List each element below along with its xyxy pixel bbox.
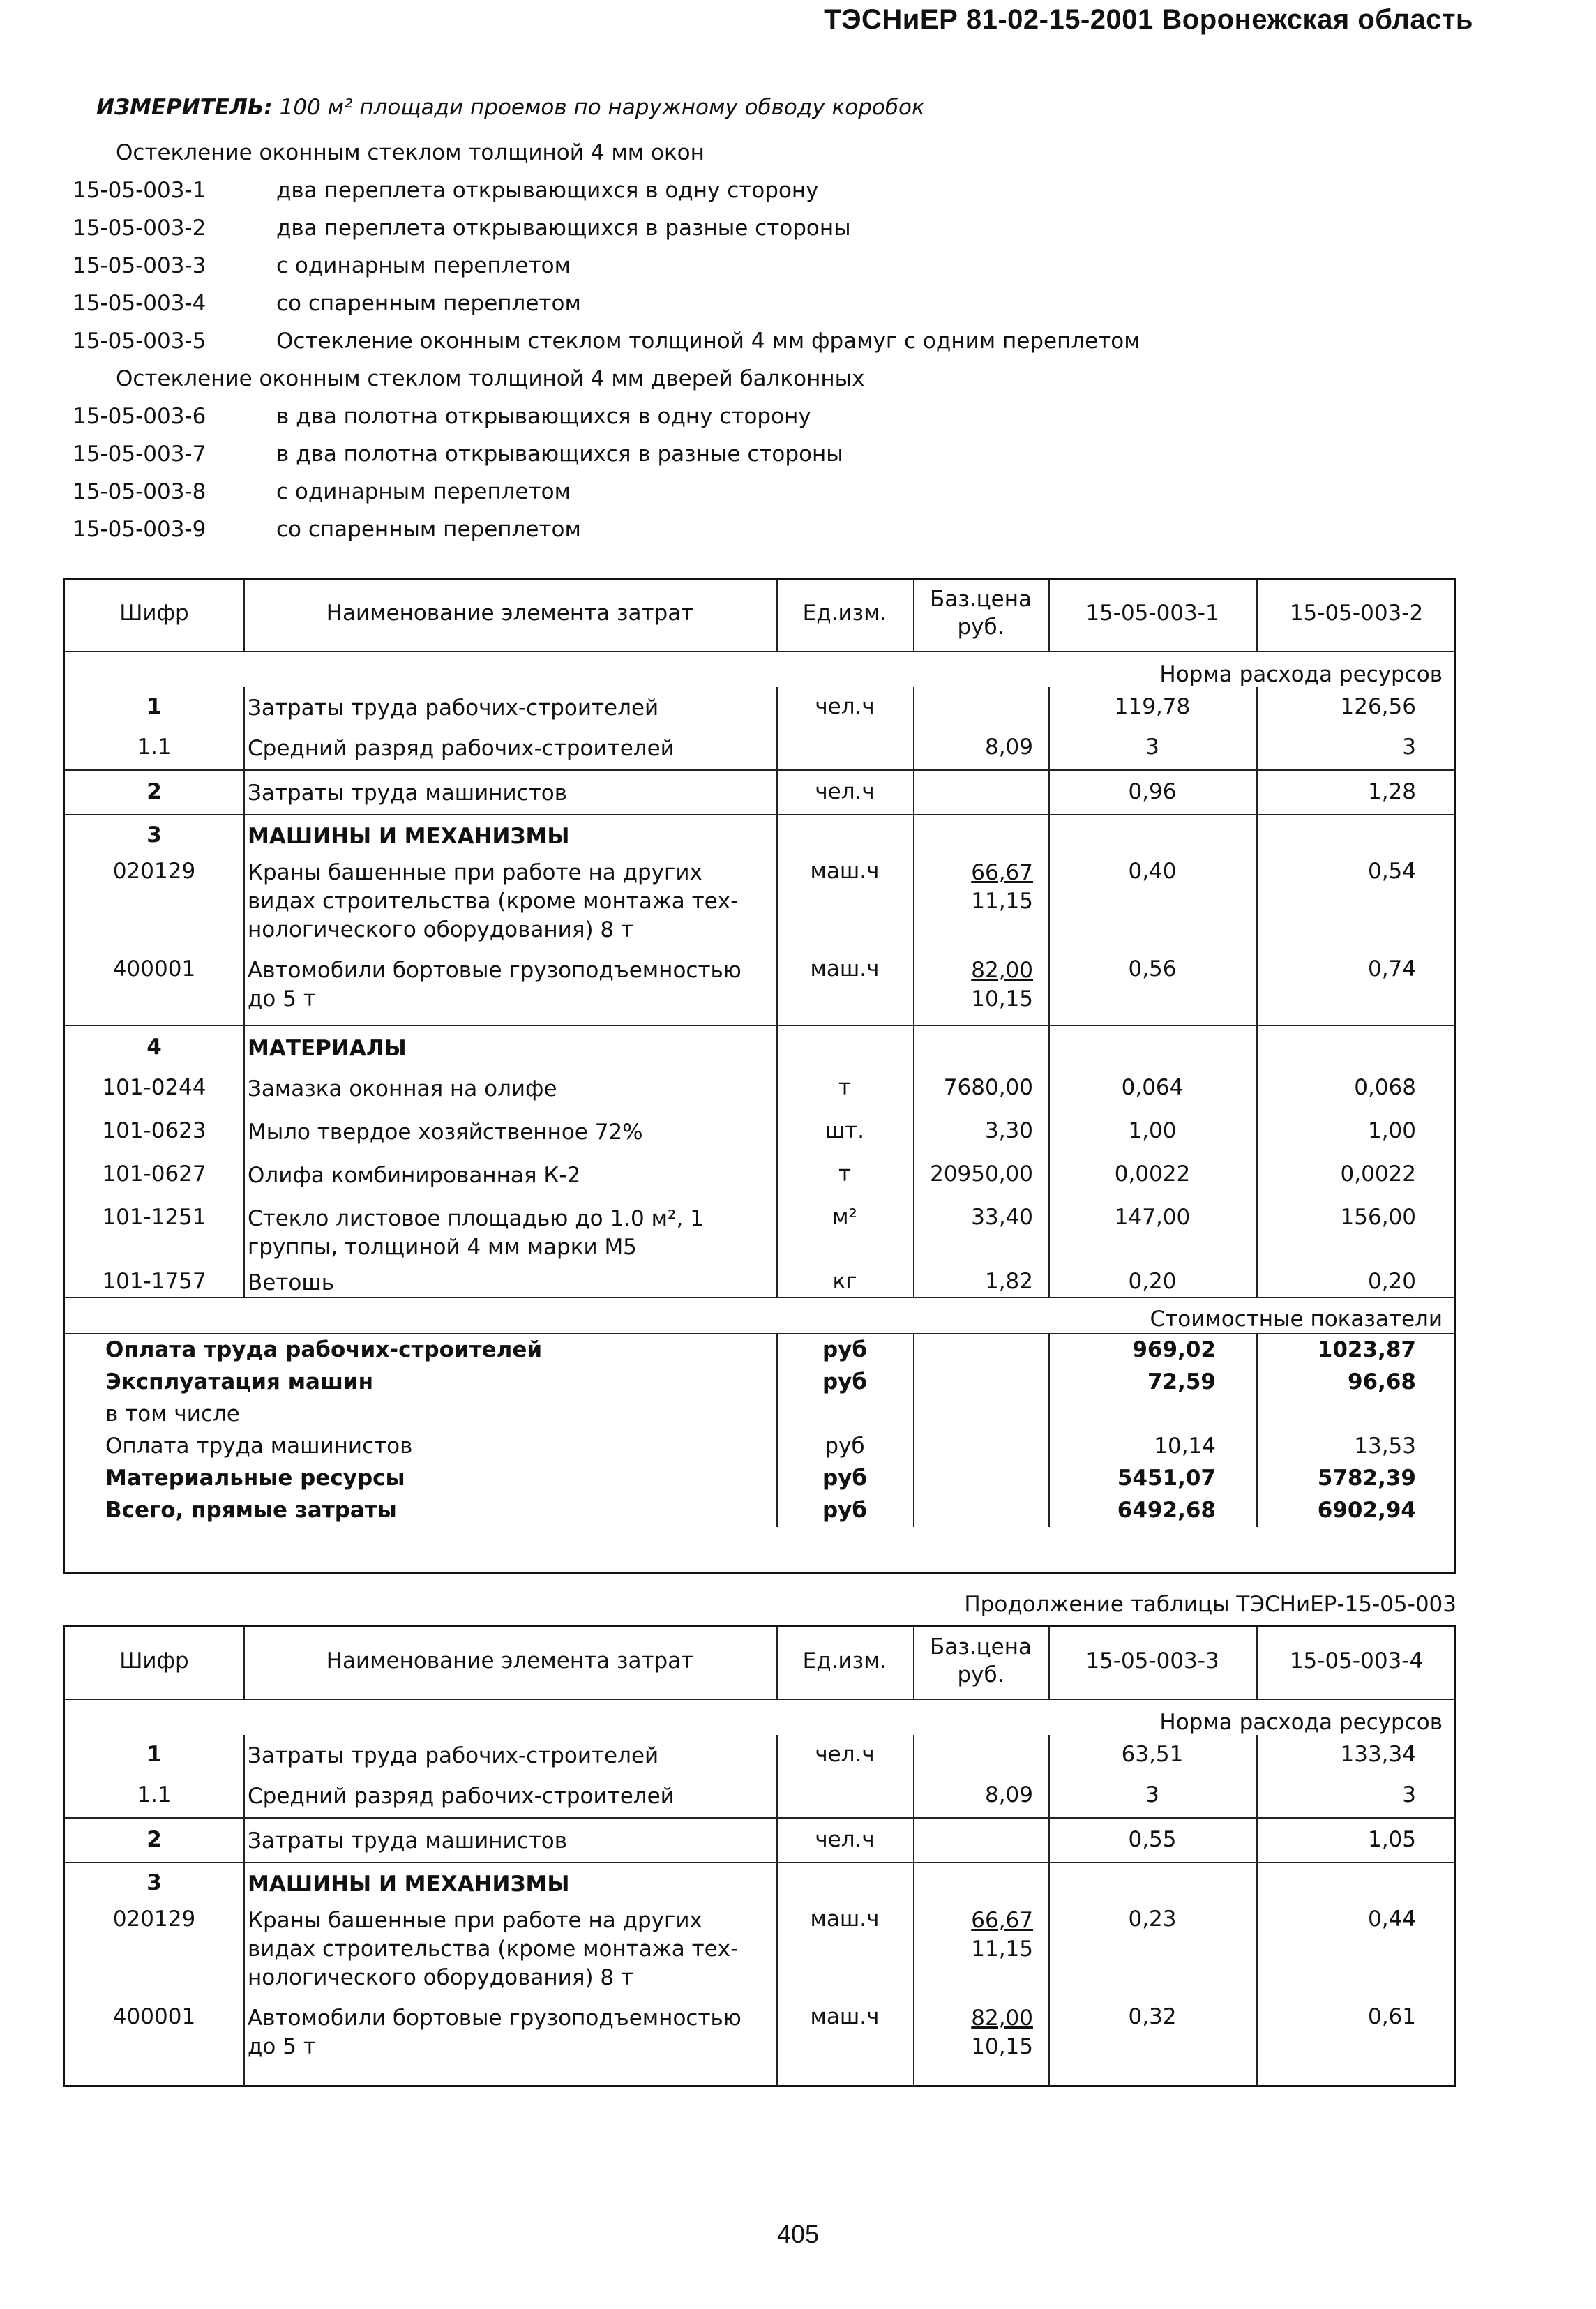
cost-value-a: 6492,68 (1117, 1498, 1216, 1523)
row-value-b: 3 (1402, 735, 1416, 760)
row-code: 3 (146, 822, 162, 848)
intro-line (73, 285, 864, 322)
header-code: Шифр (119, 601, 189, 626)
intro-code: 15-05-003-7 (73, 442, 206, 467)
row-price-base: 66,67 (971, 860, 1033, 885)
row-price (913, 771, 1048, 814)
row-name: МАТЕРИАЛЫ (248, 1036, 407, 1061)
intro-line (73, 473, 864, 511)
row-price (913, 2000, 1048, 2086)
row-price-base: 82,00 (971, 958, 1033, 983)
row-name: Олифа комбинированная К-2 (248, 1163, 581, 1188)
intro-code: 15-05-003-6 (73, 404, 206, 429)
row-price: 7680,00 (943, 1075, 1033, 1100)
norm-table-1 (63, 578, 1456, 1574)
row-price-machinist: 11,15 (971, 889, 1033, 914)
intro-group-title: Остекление оконным стеклом толщиной 4 мм дверей балконных (116, 366, 865, 391)
column-divider (1048, 1863, 1050, 1902)
row-name: Затраты труда машинистов (248, 781, 568, 806)
intro-line (73, 398, 864, 435)
row-price: 3,30 (984, 1118, 1033, 1143)
row-value-b: 156,00 (1340, 1205, 1416, 1230)
row-price (913, 1819, 1048, 1862)
row-unit: чел.ч (815, 779, 875, 804)
intro-line (73, 172, 864, 209)
meter-label: ИЗМЕРИТЕЛЬ: (96, 95, 273, 120)
column-divider (913, 815, 914, 855)
row-code: 1 (146, 694, 162, 719)
row-unit: м² (832, 1205, 857, 1230)
row-value-b: 126,56 (1340, 694, 1416, 719)
row-code: 1 (146, 1742, 162, 1767)
row-unit: кг (832, 1269, 857, 1294)
row-code: 4 (146, 1035, 162, 1060)
row-value-b: 1,00 (1367, 1118, 1416, 1143)
cost-name: Материальные ресурсы (105, 1466, 405, 1491)
cost-name: Всего, прямые затраты (105, 1498, 397, 1523)
row-price-machinist: 11,15 (971, 1936, 1033, 1962)
intro-line (73, 322, 1140, 360)
row-value-a: 147,00 (1114, 1205, 1191, 1230)
section-norm-label: Норма расхода ресурсов (1159, 662, 1443, 687)
row-value-b: 1,28 (1367, 779, 1416, 804)
table-row (65, 769, 1454, 814)
row-value-a: 0,064 (1121, 1075, 1184, 1100)
row-code: 2 (146, 1827, 162, 1852)
row-price: 8,09 (984, 735, 1033, 760)
row-name: Замазка оконная на олифе (248, 1076, 557, 1101)
column-divider (913, 1026, 914, 1069)
row-unit: шт. (825, 1118, 865, 1143)
cost-unit: руб (822, 1498, 868, 1523)
row-price (913, 687, 1048, 728)
column-divider (1048, 1026, 1050, 1069)
row-price (913, 1735, 1048, 1775)
cost-row (65, 1333, 1454, 1367)
row-value-a: 3 (1145, 1782, 1159, 1807)
row-code: 020129 (112, 859, 196, 884)
header-col-a: 15-05-003-3 (1085, 1648, 1219, 1674)
row-value-a: 0,40 (1128, 859, 1177, 884)
column-divider (913, 1863, 914, 1902)
row-value-a: 0,96 (1128, 779, 1177, 804)
header-name: Наименование элемента затрат (326, 601, 694, 626)
row-value-b: 0,44 (1367, 1906, 1416, 1932)
row-unit: чел.ч (815, 694, 875, 719)
intro-text: с одинарным переплетом (276, 253, 571, 278)
cost-value-b: 6902,94 (1317, 1498, 1416, 1523)
row-price: 1,82 (984, 1269, 1033, 1294)
table-row (65, 1862, 1454, 1902)
cost-name: Оплата труда машинистов (105, 1434, 413, 1459)
row-name: Средний разряд рабочих-строителей (248, 1784, 675, 1809)
cost-unit: руб (822, 1466, 868, 1491)
table-header-row (65, 1627, 1454, 1699)
intro-text: с одинарным переплетом (276, 479, 571, 504)
table-row (65, 1266, 1454, 1297)
meter-line (96, 95, 925, 120)
intro-line (73, 134, 864, 172)
row-unit: маш.ч (810, 2004, 880, 2029)
cost-row (65, 1431, 1454, 1463)
intro-text: Остекление оконным стеклом толщиной 4 мм фрамуг с одним переплетом (276, 329, 1140, 354)
intro-line (73, 209, 864, 247)
header-unit: Ед.изм. (802, 1648, 887, 1674)
row-value-b: 0,20 (1367, 1269, 1416, 1294)
continuation-caption: Продолжение таблицы ТЭСНиЕР-15-05-003 (964, 1592, 1456, 1617)
row-name: Мыло твердое хозяйственное 72% (248, 1120, 643, 1145)
table-row (65, 855, 1454, 952)
row-code: 101-0244 (102, 1075, 206, 1100)
row-value-b: 0,74 (1367, 956, 1416, 981)
header-unit: Ед.изм. (802, 601, 887, 626)
cost-row (65, 1399, 1454, 1431)
cost-unit: руб (822, 1337, 868, 1362)
column-divider (776, 815, 778, 855)
row-code: 400001 (112, 2004, 196, 2029)
row-name: Краны башенные при работе на других видах строительства (кроме монтажа тех-нологического оборудования) 8 т (248, 860, 739, 942)
row-code: 3 (146, 1870, 162, 1895)
column-divider (1256, 815, 1258, 855)
row-name: МАШИНЫ И МЕХАНИЗМЫ (248, 824, 570, 849)
row-code: 020129 (112, 1906, 196, 1932)
row-code: 1.1 (137, 1782, 172, 1807)
row-price-base: 82,00 (971, 2006, 1033, 2031)
cost-value-b (1256, 1399, 1456, 1431)
row-price: 8,09 (984, 1782, 1033, 1807)
table-row (65, 1817, 1454, 1862)
row-value-a: 0,20 (1128, 1269, 1177, 1294)
row-price: 33,40 (971, 1205, 1033, 1230)
column-divider (913, 1431, 914, 1463)
header-col-a: 15-05-003-1 (1085, 601, 1219, 626)
cost-value-a: 969,02 (1132, 1337, 1216, 1362)
cost-value-b: 96,68 (1347, 1369, 1416, 1394)
column-divider (776, 1026, 778, 1069)
row-name: Затраты труда рабочих-строителей (248, 1743, 659, 1768)
cost-value-b: 5782,39 (1317, 1466, 1416, 1491)
table-row (65, 1775, 1454, 1817)
cost-name: Эксплуатация машин (105, 1369, 374, 1394)
table-row (65, 1069, 1454, 1113)
row-unit: маш.ч (810, 956, 880, 981)
cost-value-a: 72,59 (1147, 1369, 1216, 1394)
table-row (65, 728, 1454, 769)
row-value-a: 119,78 (1114, 694, 1191, 719)
row-name: Автомобили бортовые грузоподъемностью до 5 т (248, 2006, 741, 2059)
row-unit: т (838, 1075, 852, 1100)
table-header-row (65, 580, 1454, 651)
intro-text: два переплета открывающихся в разные стороны (276, 216, 851, 241)
row-code: 101-1757 (102, 1269, 206, 1294)
section-row (65, 651, 1454, 687)
column-divider (913, 1495, 914, 1527)
row-unit: маш.ч (810, 859, 880, 884)
row-name: Средний разряд рабочих-строителей (248, 736, 675, 761)
row-price-machinist: 10,15 (971, 986, 1033, 1011)
row-value-a: 3 (1145, 735, 1159, 760)
header-name: Наименование элемента затрат (326, 1648, 694, 1674)
row-name: Автомобили бортовые грузоподъемностью до 5 т (248, 958, 741, 1011)
row-value-b: 0,61 (1367, 2004, 1416, 2029)
row-unit: маш.ч (810, 1906, 880, 1932)
row-code: 2 (146, 779, 162, 804)
table-row (65, 687, 1454, 728)
row-code: 101-1251 (102, 1205, 206, 1230)
cost-row (65, 1367, 1454, 1399)
column-divider (776, 1863, 778, 1902)
row-value-b: 0,0022 (1340, 1161, 1416, 1187)
cost-name: Оплата труда рабочих-строителей (105, 1337, 543, 1362)
section-norm-label: Норма расхода ресурсов (1159, 1710, 1443, 1735)
table-row (65, 1025, 1454, 1069)
intro-text: со спаренным переплетом (276, 517, 581, 542)
intro-code: 15-05-003-9 (73, 517, 206, 542)
row-value-b: 133,34 (1340, 1742, 1416, 1767)
intro-line (73, 511, 864, 548)
intro-text: два переплета открывающихся в одну сторону (276, 178, 819, 203)
norm-table-2 (63, 1625, 1456, 2087)
row-code: 101-0627 (102, 1161, 206, 1187)
row-price-base: 66,67 (971, 1908, 1033, 1933)
row-value-a: 0,32 (1128, 2004, 1177, 2029)
cost-section-row (65, 1297, 1454, 1333)
row-name: Стекло листовое площадью до 1.0 м², 1 группы, толщиной 4 мм марки М5 (248, 1206, 704, 1260)
table-row (65, 952, 1454, 1025)
row-value-a: 0,0022 (1114, 1161, 1191, 1187)
document-header: ТЭСНиЕР 81-02-15-2001 Воронежская область (824, 4, 1473, 35)
cost-value-a (1048, 1399, 1256, 1431)
cost-value-a: 10,14 (1154, 1434, 1216, 1459)
page-number: 405 (776, 2220, 820, 2248)
row-value-b: 0,54 (1367, 859, 1416, 884)
intro-code: 15-05-003-1 (73, 178, 206, 203)
column-divider (913, 1367, 914, 1399)
table-row (65, 1199, 1454, 1266)
row-unit (776, 1775, 913, 1817)
intro-list (73, 134, 1140, 548)
table-row (65, 1735, 1454, 1775)
row-value-a: 0,55 (1128, 1827, 1177, 1852)
row-price: 20950,00 (930, 1161, 1033, 1187)
header-col-b: 15-05-003-2 (1289, 601, 1424, 626)
row-code: 1.1 (137, 735, 172, 760)
row-value-a: 63,51 (1121, 1742, 1184, 1767)
meter-text: 100 м² площади проемов по наружному обводу коробок (279, 95, 925, 120)
section-cost-label: Стоимостные показатели (1150, 1307, 1443, 1332)
table-row (65, 1113, 1454, 1156)
row-unit: чел.ч (815, 1742, 875, 1767)
row-name: МАШИНЫ И МЕХАНИЗМЫ (248, 1872, 570, 1897)
table-row (65, 1902, 1454, 2000)
row-value-a: 0,56 (1128, 956, 1177, 981)
cost-unit: руб (822, 1369, 868, 1394)
row-price (913, 1902, 1048, 2000)
row-value-b: 3 (1402, 1782, 1416, 1807)
row-name: Затраты труда машинистов (248, 1828, 568, 1853)
intro-code: 15-05-003-8 (73, 479, 206, 504)
row-value-a: 1,00 (1128, 1118, 1177, 1143)
table-row (65, 814, 1454, 855)
row-name: Краны башенные при работе на других видах строительства (кроме монтажа тех-нологического оборудования) 8 т (248, 1908, 739, 1990)
intro-code: 15-05-003-5 (73, 329, 206, 354)
row-unit (776, 728, 913, 769)
row-value-b: 1,05 (1367, 1827, 1416, 1852)
intro-line (73, 360, 864, 398)
row-price (913, 855, 1048, 952)
intro-code: 15-05-003-3 (73, 253, 206, 278)
intro-code: 15-05-003-4 (73, 291, 206, 316)
cost-name: в том числе (105, 1401, 240, 1427)
header-price: Баз.цена руб. (929, 587, 1032, 640)
cost-value-b: 1023,87 (1317, 1337, 1416, 1362)
table-row (65, 2000, 1454, 2086)
cost-value-b: 13,53 (1354, 1434, 1416, 1459)
intro-group-title: Остекление оконным стеклом толщиной 4 мм окон (116, 140, 705, 165)
header-code: Шифр (119, 1648, 189, 1674)
intro-line (73, 247, 864, 285)
row-name: Затраты труда рабочих-строителей (248, 695, 659, 721)
column-divider (1256, 1863, 1258, 1902)
intro-line (73, 435, 864, 473)
row-price-machinist: 10,15 (971, 2034, 1033, 2059)
intro-text: в два полотна открывающихся в одну сторону (276, 404, 811, 429)
column-divider (913, 1399, 914, 1431)
header-col-b: 15-05-003-4 (1289, 1648, 1424, 1674)
cost-unit (776, 1399, 913, 1431)
cost-unit: руб (825, 1434, 865, 1459)
cost-row (65, 1463, 1454, 1495)
column-divider (913, 1334, 914, 1367)
header-price: Баз.цена руб. (929, 1634, 1032, 1687)
intro-text: со спаренным переплетом (276, 291, 581, 316)
row-value-b: 0,068 (1354, 1075, 1416, 1100)
intro-text: в два полотна открывающихся в разные стороны (276, 442, 843, 467)
column-divider (913, 1463, 914, 1495)
column-divider (1256, 1026, 1258, 1069)
intro-code: 15-05-003-2 (73, 216, 206, 241)
row-code: 400001 (112, 956, 196, 981)
section-row (65, 1699, 1454, 1735)
column-divider (1048, 815, 1050, 855)
cost-value-a: 5451,07 (1117, 1466, 1216, 1491)
row-value-a: 0,23 (1128, 1906, 1177, 1932)
table-row (65, 1156, 1454, 1199)
row-name: Ветошь (248, 1270, 334, 1295)
cost-row (65, 1495, 1454, 1527)
row-unit: т (838, 1161, 852, 1187)
row-unit: чел.ч (815, 1827, 875, 1852)
row-price (913, 952, 1048, 1025)
row-code: 101-0623 (102, 1118, 206, 1143)
